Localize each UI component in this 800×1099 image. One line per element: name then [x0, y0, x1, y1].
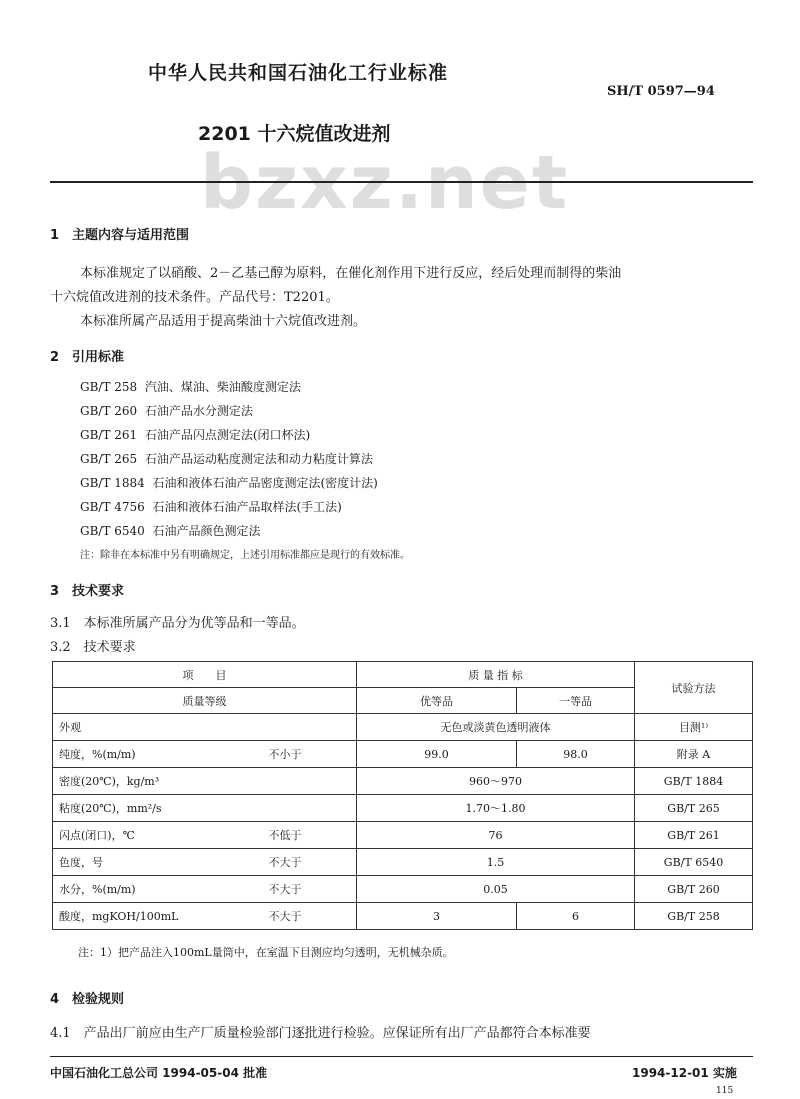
standard-title-item: 石油和液体石油产品密度测定法(密度计法)	[152, 476, 378, 490]
title-rule	[50, 181, 753, 183]
section-4-heading: 4 检验规则	[50, 992, 125, 1007]
standard-code: SH/T 0597—94	[607, 84, 715, 99]
row-item: 酸度，mgKOH/100mL	[53, 903, 263, 930]
table-row	[53, 876, 753, 903]
section-3-heading: 3 技术要求	[50, 584, 125, 599]
standard-title-item: 石油产品颜色测定法	[152, 524, 261, 538]
row-method: GB/T 258	[635, 903, 753, 930]
row-value-superior: 99.0	[357, 741, 517, 768]
section-1-para-1a: 本标准规定了以硝酸、2－乙基己醇为原料，在催化剂作用下进行反应，经后处理而制得的柴油	[80, 266, 622, 281]
standard-item	[80, 498, 342, 515]
standard-title-item: 石油产品闪点测定法(闭口杯法)	[144, 428, 311, 442]
section-2-heading: 2 引用标准	[50, 350, 125, 365]
row-method: GB/T 1884	[635, 768, 753, 795]
standard-title-item: 石油产品水分测定法	[144, 404, 253, 418]
row-value: 1.70～1.80	[357, 795, 635, 822]
row-method: GB/T 261	[635, 822, 753, 849]
row-limit	[263, 795, 357, 822]
header-superior: 优等品	[357, 688, 517, 714]
row-value: 无色或淡黄色透明液体	[357, 714, 635, 741]
watermark: bzxz.net	[200, 140, 570, 226]
table-row	[53, 714, 753, 741]
row-value: 1.5	[357, 849, 635, 876]
section-3-1: 3.1 本标准所属产品分为优等品和一等品。	[50, 616, 305, 631]
header-item: 项 目	[53, 662, 357, 688]
section-2-note: 注：除非在本标准中另有明确规定，上述引用标准都应是现行的有效标准。	[80, 550, 410, 561]
standard-item	[80, 402, 253, 419]
row-limit: 不小于	[263, 741, 357, 768]
header-quality-grade: 质量等级	[53, 688, 357, 714]
document-title: 2201 十六烷值改进剂	[198, 123, 391, 145]
row-item: 密度(20℃)，kg/m³	[53, 768, 263, 795]
header-test-method: 试验方法	[635, 662, 753, 714]
standard-code-item: GB/T 258	[80, 380, 138, 394]
row-item: 闪点(闭口)，℃	[53, 822, 263, 849]
table-row	[53, 903, 753, 930]
footer-rule	[50, 1056, 753, 1057]
row-limit: 不大于	[263, 849, 357, 876]
row-value: 960～970	[357, 768, 635, 795]
standard-item	[80, 474, 378, 491]
section-4-1: 4.1 产品出厂前应由生产厂质量检验部门逐批进行检验。应保证所有出厂产品都符合本标准要	[50, 1026, 591, 1041]
table-note: 注：1）把产品注入100mL量筒中，在室温下目测应均匀透明，无机械杂质。	[78, 946, 454, 959]
standard-code-item: GB/T 261	[80, 428, 138, 442]
org-title: 中华人民共和国石油化工行业标准	[148, 62, 449, 84]
table-row	[53, 768, 753, 795]
header-quality-index: 质 量 指 标	[357, 662, 635, 688]
section-3-2: 3.2 技术要求	[50, 640, 136, 655]
row-limit: 不大于	[263, 903, 357, 930]
standard-item	[80, 378, 301, 395]
row-limit: 不大于	[263, 876, 357, 903]
standard-code-item: GB/T 6540	[80, 524, 145, 538]
row-item: 纯度，%(m/m)	[53, 741, 263, 768]
row-item: 水分，%(m/m)	[53, 876, 263, 903]
row-method: GB/T 260	[635, 876, 753, 903]
standard-title-item: 石油产品运动粘度测定法和动力粘度计算法	[144, 452, 373, 466]
row-value-superior: 3	[357, 903, 517, 930]
page-number: 115	[716, 1086, 734, 1096]
standard-code-item: GB/T 4756	[80, 500, 145, 514]
standard-item	[80, 522, 260, 539]
table-row	[53, 822, 753, 849]
standard-code-item: GB/T 260	[80, 404, 138, 418]
standard-item	[80, 450, 373, 467]
row-limit	[263, 768, 357, 795]
row-method: GB/T 6540	[635, 849, 753, 876]
table-row	[53, 795, 753, 822]
row-limit: 不低于	[263, 822, 357, 849]
row-method: 附录 A	[635, 741, 753, 768]
approval-date: 中国石油化工总公司 1994-05-04 批准	[50, 1066, 268, 1080]
row-value: 0.05	[357, 876, 635, 903]
row-value-first: 98.0	[517, 741, 635, 768]
standard-code-item: GB/T 265	[80, 452, 138, 466]
row-item: 外观	[53, 714, 263, 741]
row-value-first: 6	[517, 903, 635, 930]
table-header-row	[53, 662, 753, 688]
standard-title-item: 石油和液体石油产品取样法(手工法)	[152, 500, 342, 514]
row-value: 76	[357, 822, 635, 849]
row-item: 粘度(20℃)，mm²/s	[53, 795, 263, 822]
section-1-heading: 1 主题内容与适用范围	[50, 228, 190, 243]
header-first-grade: 一等品	[517, 688, 635, 714]
section-1-para-2: 本标准所属产品适用于提高柴油十六烷值改进剂。	[80, 314, 367, 329]
table-row	[53, 849, 753, 876]
row-limit	[263, 714, 357, 741]
row-item: 色度，号	[53, 849, 263, 876]
section-1-para-1b: 十六烷值改进剂的技术条件。产品代号：T2201。	[50, 290, 339, 305]
standard-code-item: GB/T 1884	[80, 476, 145, 490]
effective-date: 1994-12-01 实施	[632, 1066, 737, 1080]
technical-requirements-table	[52, 661, 753, 930]
row-method: 目测¹⁾	[635, 714, 753, 741]
table-row	[53, 741, 753, 768]
standard-title-item: 汽油、煤油、柴油酸度测定法	[144, 380, 301, 394]
standard-item	[80, 426, 310, 443]
row-method: GB/T 265	[635, 795, 753, 822]
